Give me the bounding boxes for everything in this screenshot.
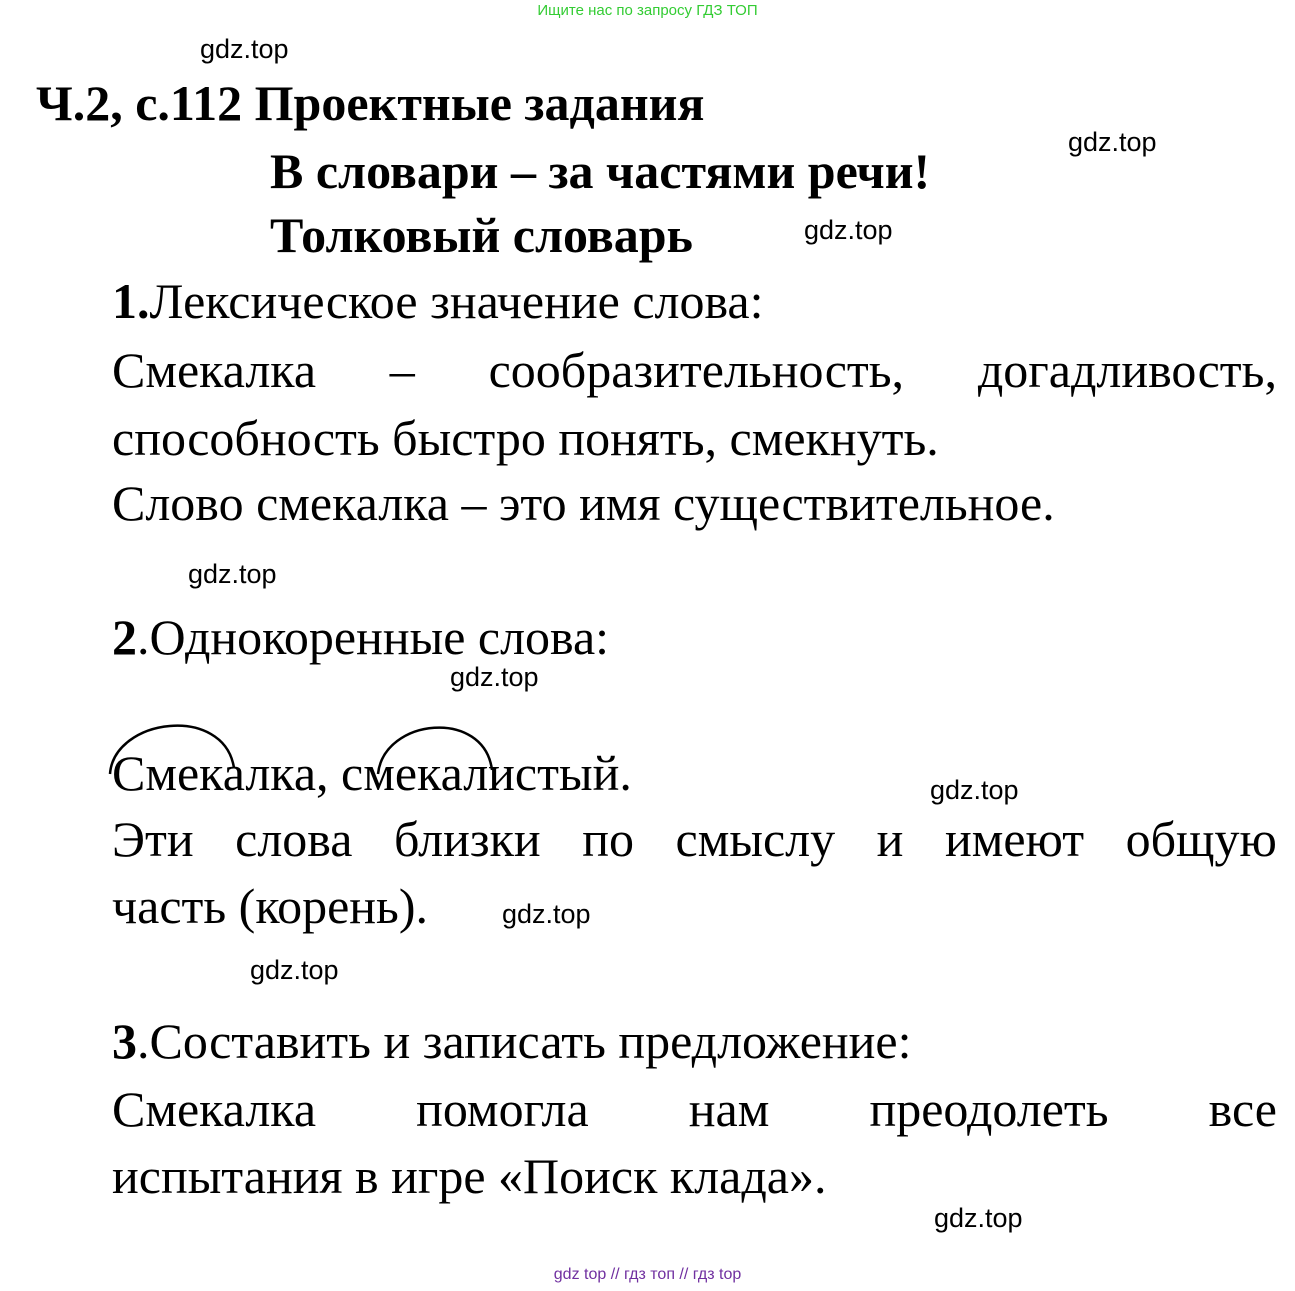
task1-heading — [112, 272, 764, 330]
word: Смекалка — [112, 342, 317, 398]
task1-heading-text: Лексическое значение слова: — [149, 273, 764, 329]
task3-heading-text: .Составить и записать предложение: — [137, 1013, 912, 1069]
watermark: gdz.top — [1068, 127, 1157, 157]
word: имеют — [944, 811, 1085, 867]
task2-heading-text: .Однокоренные слова: — [137, 609, 610, 665]
page-title: Ч.2, с.112 Проектные задания — [36, 75, 705, 131]
watermark: gdz.top — [188, 559, 277, 589]
word: нам — [688, 1081, 770, 1137]
task1-part-of-speech: Слово смекалка – это имя существительное. — [112, 475, 1055, 531]
word: Смекалка — [112, 1081, 317, 1137]
task2-explanation-line1 — [112, 810, 1277, 868]
watermark: gdz.top — [502, 899, 591, 929]
task3-sentence-line1 — [112, 1080, 1277, 1138]
word: догадливость, — [977, 342, 1277, 398]
dictionary-heading: Толковый словарь — [270, 207, 693, 263]
watermark: gdz.top — [934, 1203, 1023, 1233]
word: близки — [393, 811, 541, 867]
task3-heading — [112, 1012, 912, 1070]
word: по — [582, 811, 634, 867]
word: – — [389, 342, 415, 398]
word: общую — [1125, 811, 1277, 867]
top-banner: Ищите нас по запросу ГДЗ ТОП — [537, 2, 758, 19]
word: Эти — [112, 811, 194, 867]
word: сообразительность, — [488, 342, 905, 398]
task3-number: 3 — [112, 1013, 137, 1069]
word: слова — [235, 811, 353, 867]
watermark: gdz.top — [804, 215, 893, 245]
watermark: gdz.top — [450, 662, 539, 692]
footer-links: gdz top // гдз топ // гдз top — [553, 1266, 742, 1283]
task3-sentence-line2: испытания в игре «Поиск клада». — [112, 1148, 827, 1204]
word: смыслу — [675, 811, 836, 867]
task2-explanation-line2: часть (корень). — [112, 878, 428, 934]
task2-number: 2 — [112, 609, 137, 665]
word: помогла — [416, 1081, 589, 1137]
watermark: gdz.top — [930, 775, 1019, 805]
task1-definition-line2: способность быстро понять, смекнуть. — [112, 410, 939, 466]
word: преодолеть — [869, 1081, 1109, 1137]
watermark: gdz.top — [250, 955, 339, 985]
task1-number: 1. — [112, 273, 150, 329]
task1-definition-line1 — [112, 341, 1277, 399]
word: и — [876, 811, 904, 867]
word: все — [1208, 1081, 1277, 1137]
cognate-words: Смекалка, смекалистый. — [112, 745, 632, 801]
task2-heading — [112, 608, 609, 666]
section-subtitle: В словари – за частями речи! — [270, 143, 931, 199]
watermark: gdz.top — [200, 34, 289, 64]
